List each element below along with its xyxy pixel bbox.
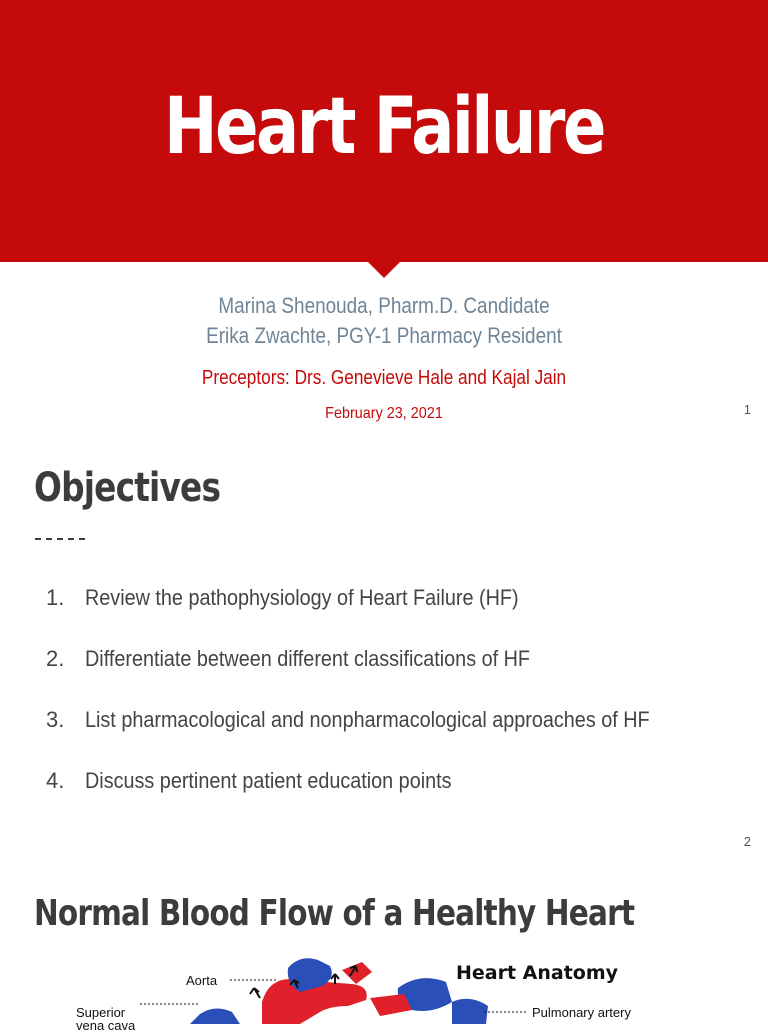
blood-flow-title: Normal Blood Flow of a Healthy Heart (34, 893, 635, 934)
heart-anatomy-diagram (0, 954, 768, 1033)
flow-arrow-icon (250, 988, 260, 998)
banner-notch (368, 262, 400, 278)
objective-number: 4. (46, 768, 65, 793)
objective-number: 3. (46, 707, 65, 732)
presentation-date: February 23, 2021 (325, 405, 443, 422)
objective-text: List pharmacological and nonpharmacological approaches of HF (85, 707, 650, 732)
branch-vessel (342, 962, 372, 984)
label-vena-cava: vena cava (76, 1018, 136, 1033)
objective-item (0, 643, 768, 675)
title-slide (0, 0, 768, 432)
objectives-slide (0, 432, 768, 864)
diagram-heading: Heart Anatomy (456, 962, 619, 984)
label-superior: Superior (76, 1005, 126, 1020)
objective-text: Review the pathophysiology of Heart Failure (HF) (85, 585, 519, 610)
title-divider (35, 538, 85, 540)
author-2: Erika Zwachte, PGY-1 Pharmacy Resident (206, 323, 562, 348)
preceptors-line: Preceptors: Drs. Genevieve Hale and Kajal Jain (201, 367, 567, 389)
objectives-title: Objectives (34, 465, 221, 511)
objective-item (0, 765, 768, 797)
vessel-far-right (452, 999, 488, 1024)
slide-number-2: 2 (743, 834, 751, 849)
objective-text: Discuss pertinent patient education points (85, 768, 452, 793)
objective-text: Differentiate between different classifications of HF (85, 646, 531, 671)
objective-item (0, 582, 768, 614)
objective-number: 1. (46, 585, 65, 610)
label-aorta: Aorta (186, 973, 218, 988)
objective-item (0, 704, 768, 736)
slide-number-1: 1 (743, 402, 751, 417)
presentation-title: Heart Failure (164, 82, 604, 172)
objective-number: 2. (46, 646, 65, 671)
author-1: Marina Shenouda, Pharm.D. Candidate (218, 293, 550, 318)
blood-flow-slide (0, 864, 768, 1033)
label-pulmonary-artery: Pulmonary artery (532, 1005, 631, 1020)
superior-vena-cava-vessel (190, 1008, 240, 1024)
